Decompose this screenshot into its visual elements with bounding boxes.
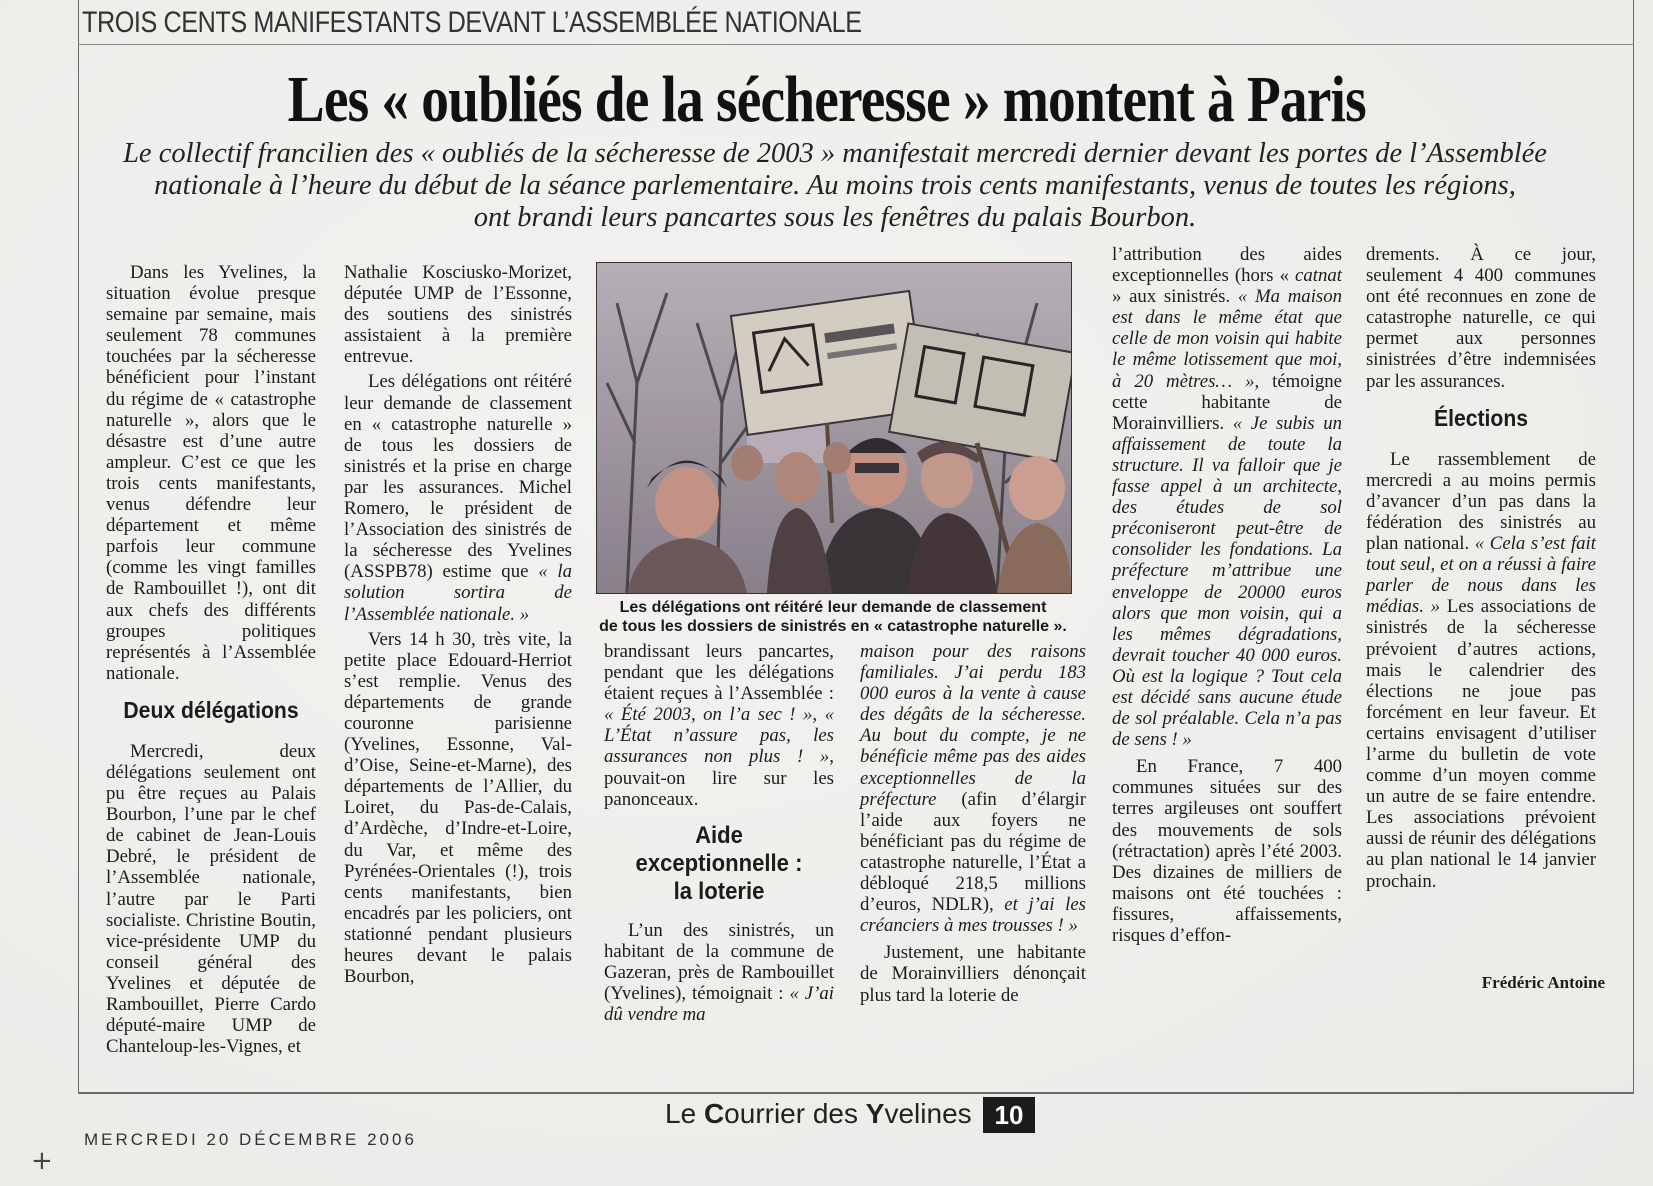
newspaper-masthead <box>665 1098 972 1134</box>
paragraph-text: Les délégations ont réitéré leur demande de classement en « catastrophe naturelle » de tous les dossiers de sinistrés et la prise en charge par les assurances. Michel Romero, le président de l’Association des sinistrés de la sécheresse des Yvelines (ASSPB78) estime que <box>344 371 572 583</box>
article-standfirst <box>100 138 1570 234</box>
subheading-line: exceptionnelle : <box>635 849 803 877</box>
article-headline <box>0 62 1653 138</box>
photo-caption <box>596 598 1070 636</box>
quote: « J’ai dû vendre ma <box>604 983 834 1026</box>
paragraph-text: , témoigne cette habitante de Morainvilliers. <box>1112 370 1342 434</box>
quote: maison pour des raisons familiales. J’ai perdu 183 000 euros à la vente à cause des dégâts de la sécheresse. Au bout du compte, je ne bénéficie même pas des aides exceptionnelles de la préfecture <box>860 641 1086 810</box>
paragraph <box>860 641 1086 936</box>
quote: « Été 2003, on l’a sec ! », « L’État n’assure pas, les assurances non plus ! » <box>604 704 834 768</box>
column-4 <box>860 641 1086 1006</box>
caption-line: Les délégations ont réitéré leur demande de classement <box>619 599 1047 616</box>
article-kicker: TROIS CENTS MANIFESTANTS DEVANT L’ASSEMBLÉE NATIONALE <box>82 6 862 39</box>
paragraph-text: , pouvait-on lire sur les panonceaux. <box>604 746 834 810</box>
masthead-part: velines <box>884 1098 972 1129</box>
subheading-line: la loterie <box>673 877 765 905</box>
masthead-part: ourrier des <box>724 1098 866 1129</box>
column-3 <box>604 641 834 1025</box>
italic-term: catnat <box>1295 265 1342 287</box>
masthead-initial: Y <box>865 1098 885 1129</box>
paragraph <box>1366 449 1596 892</box>
publication-date: MERCREDI 20 DÉCEMBRE 2006 <box>84 1130 417 1149</box>
masthead-initial: C <box>703 1098 725 1129</box>
paragraph <box>604 641 834 810</box>
paragraph-text: » aux sinistrés. <box>1112 286 1231 308</box>
quote: « Je subis un affaissement de toute la structure. Il va falloir que je fasse appel à un architecte, des études de sol préconiseront peut-être de consolider les fondations. La préfecture m’attribue une enveloppe de 20000 euros alors que mon voisin, qui a les mêmes dégradations, devrait toucher 40 000 euros. Où est la logique ? Tout cela est décidé sans aucune étude de sol préalable. Cela n’a pas de sens ! » <box>1112 412 1342 751</box>
paragraph-text: Les associations de sinistrés de la sécheresse prévoient d’autres actions, mais le calendrier des élections ne joue pas forcément en leur faveur. Et certains envisagent d’utiliser l’arme du bulletin de vote comme d’un moyen comme un autre de se faire entendre. Les associations prévoient aussi de réunir des délégations au plan national le 14 janvier prochain. <box>1366 596 1597 892</box>
quote: « Cela s’est fait tout seul, et on a réussi à faire parler de nous dans les médias. » <box>1366 533 1596 618</box>
subheading-aide-exceptionnelle <box>613 822 825 906</box>
page-number: 10 <box>983 1097 1035 1133</box>
column-1 <box>106 262 316 1057</box>
quote: « la solution sortira de l’Assemblée nationale. » <box>344 561 572 625</box>
news-photo-demonstrators <box>596 262 1072 594</box>
paragraph: Nathalie Kosciusko-Morizet, députée UMP de l’Essonne, des soutiens des sinistrés assistaient à la première entrevue. <box>344 262 572 368</box>
caption-line: de tous les dossiers de sinistrés en « catastrophe naturelle ». <box>599 618 1067 635</box>
registration-mark-icon: + <box>31 1146 53 1176</box>
subheading-deux-delegations: Deux délégations <box>123 696 299 723</box>
subheading-elections: Élections <box>1433 404 1529 431</box>
kicker-divider <box>78 44 1634 45</box>
paragraph: Vers 14 h 30, très vite, la petite place Edouard-Herriot s’est remplie. Venus des départements de grande couronne parisienne (Yvelines, Essonne, Val-d’Oise, Seine-et-Marne), des départements de l’Allier, du Loiret, du Pas-de-Calais, d’Ardèche, d’Indre-et-Loire, du Var, et même des Pyrénées-Orientales (!), trois cents manifestants, bien encadrés par les policiers, ont stationné pendant plusieurs heures devant le palais Bourbon, <box>344 628 572 988</box>
paragraph: drements. À ce jour, seulement 4 400 communes ont été reconnues en zone de catastrophe naturelle, ce qui permet aux personnes sinistrées d’être indemnisées par les assurances. <box>1366 244 1596 392</box>
paragraph: Justement, une habitante de Morainvilliers dénonçait plus tard la loterie de <box>860 942 1086 1006</box>
standfirst-line: Le collectif francilien des « oubliés de la sécheresse de 2003 » manifestait mercredi dernier devant les portes de l’Assemblée <box>123 138 1547 169</box>
column-5 <box>1112 244 1342 946</box>
standfirst-line: nationale à l’heure du début de la séance parlementaire. Au moins trois cents manifestants, venus de toutes les régions, <box>154 170 1516 201</box>
headline-text: Les « oubliés de la sécheresse » montent à Paris <box>287 63 1366 136</box>
footer-divider <box>78 1093 1634 1094</box>
paragraph-text: brandissant leurs pancartes, pendant que les délégations étaient reçues à l’Assemblée : <box>604 641 834 705</box>
paragraph <box>604 920 834 1025</box>
quote: « Ma maison est dans le même état que celle de mon voisin qui habite le même lotissement que moi, à 20 mètres… » <box>1112 286 1343 392</box>
subheading-line: Aide <box>695 821 743 849</box>
paragraph-text: L’un des sinistrés, un habitant de la commune de Gazeran, près de Rambouillet (Yvelines), témoignait : <box>604 919 834 1005</box>
column-2 <box>344 262 572 987</box>
paragraph: Mercredi, deux délégations seulement ont pu être reçues au Palais Bourbon, l’une par le chef de cabinet de Jean-Louis Debré, le président de l’Assemblée nationale, l’autre par le Parti socialiste. Christine Boutin, vice-présidente UMP du conseil général des Yvelines et députée de Rambouillet, Pierre Cardo député-maire UMP de Chanteloup-les-Vignes, et <box>106 740 316 1058</box>
quote: , et j’ai les créanciers à mes trousses ! » <box>860 894 1086 937</box>
standfirst-line: ont brandi leurs pancartes sous les fenêtres du palais Bourbon. <box>473 202 1197 233</box>
paragraph-text: Le rassemblement de mercredi a au moins permis d’avancer d’un pas dans la fédération des sinistrés au plan national. <box>1366 448 1596 555</box>
paragraph-text: (afin d’élargir l’aide aux foyers ne bénéficiant pas du régime de catastrophe naturelle, l’État a débloqué 218,5 millions d’euros, NDLR) <box>860 788 1086 916</box>
paragraph: Dans les Yvelines, la situation évolue presque semaine par semaine, mais seulement 78 communes touchées par la sécheresse bénéficient pour l’instant du régime de « catastrophe naturelle », alors que le désastre est d’une autre ampleur. C’est ce que les trois cents manifestants, venus défendre leur département et même parfois leur commune (comme les vingt familles de Rambouillet !), ont dit aux chefs des différents groupes politiques représentés à l’Assemblée nationale. <box>106 262 316 684</box>
masthead-part: Le <box>665 1098 704 1129</box>
author-signature: Frédéric Antoine <box>1481 973 1605 992</box>
paragraph <box>344 371 572 624</box>
paragraph-text: l’attribution des aides exceptionnelles (hors « <box>1112 244 1342 287</box>
paragraph: En France, 7 400 communes situées sur des terres argileuses ont souffert des mouvements de sols (rétractation) après l’été 2003. Des dizaines de milliers de maisons ont été touchées : fissures, affaissements, risques d’effon- <box>1112 756 1342 946</box>
photo-illustration <box>597 263 1071 593</box>
paragraph <box>1112 244 1342 750</box>
column-6 <box>1366 244 1596 892</box>
